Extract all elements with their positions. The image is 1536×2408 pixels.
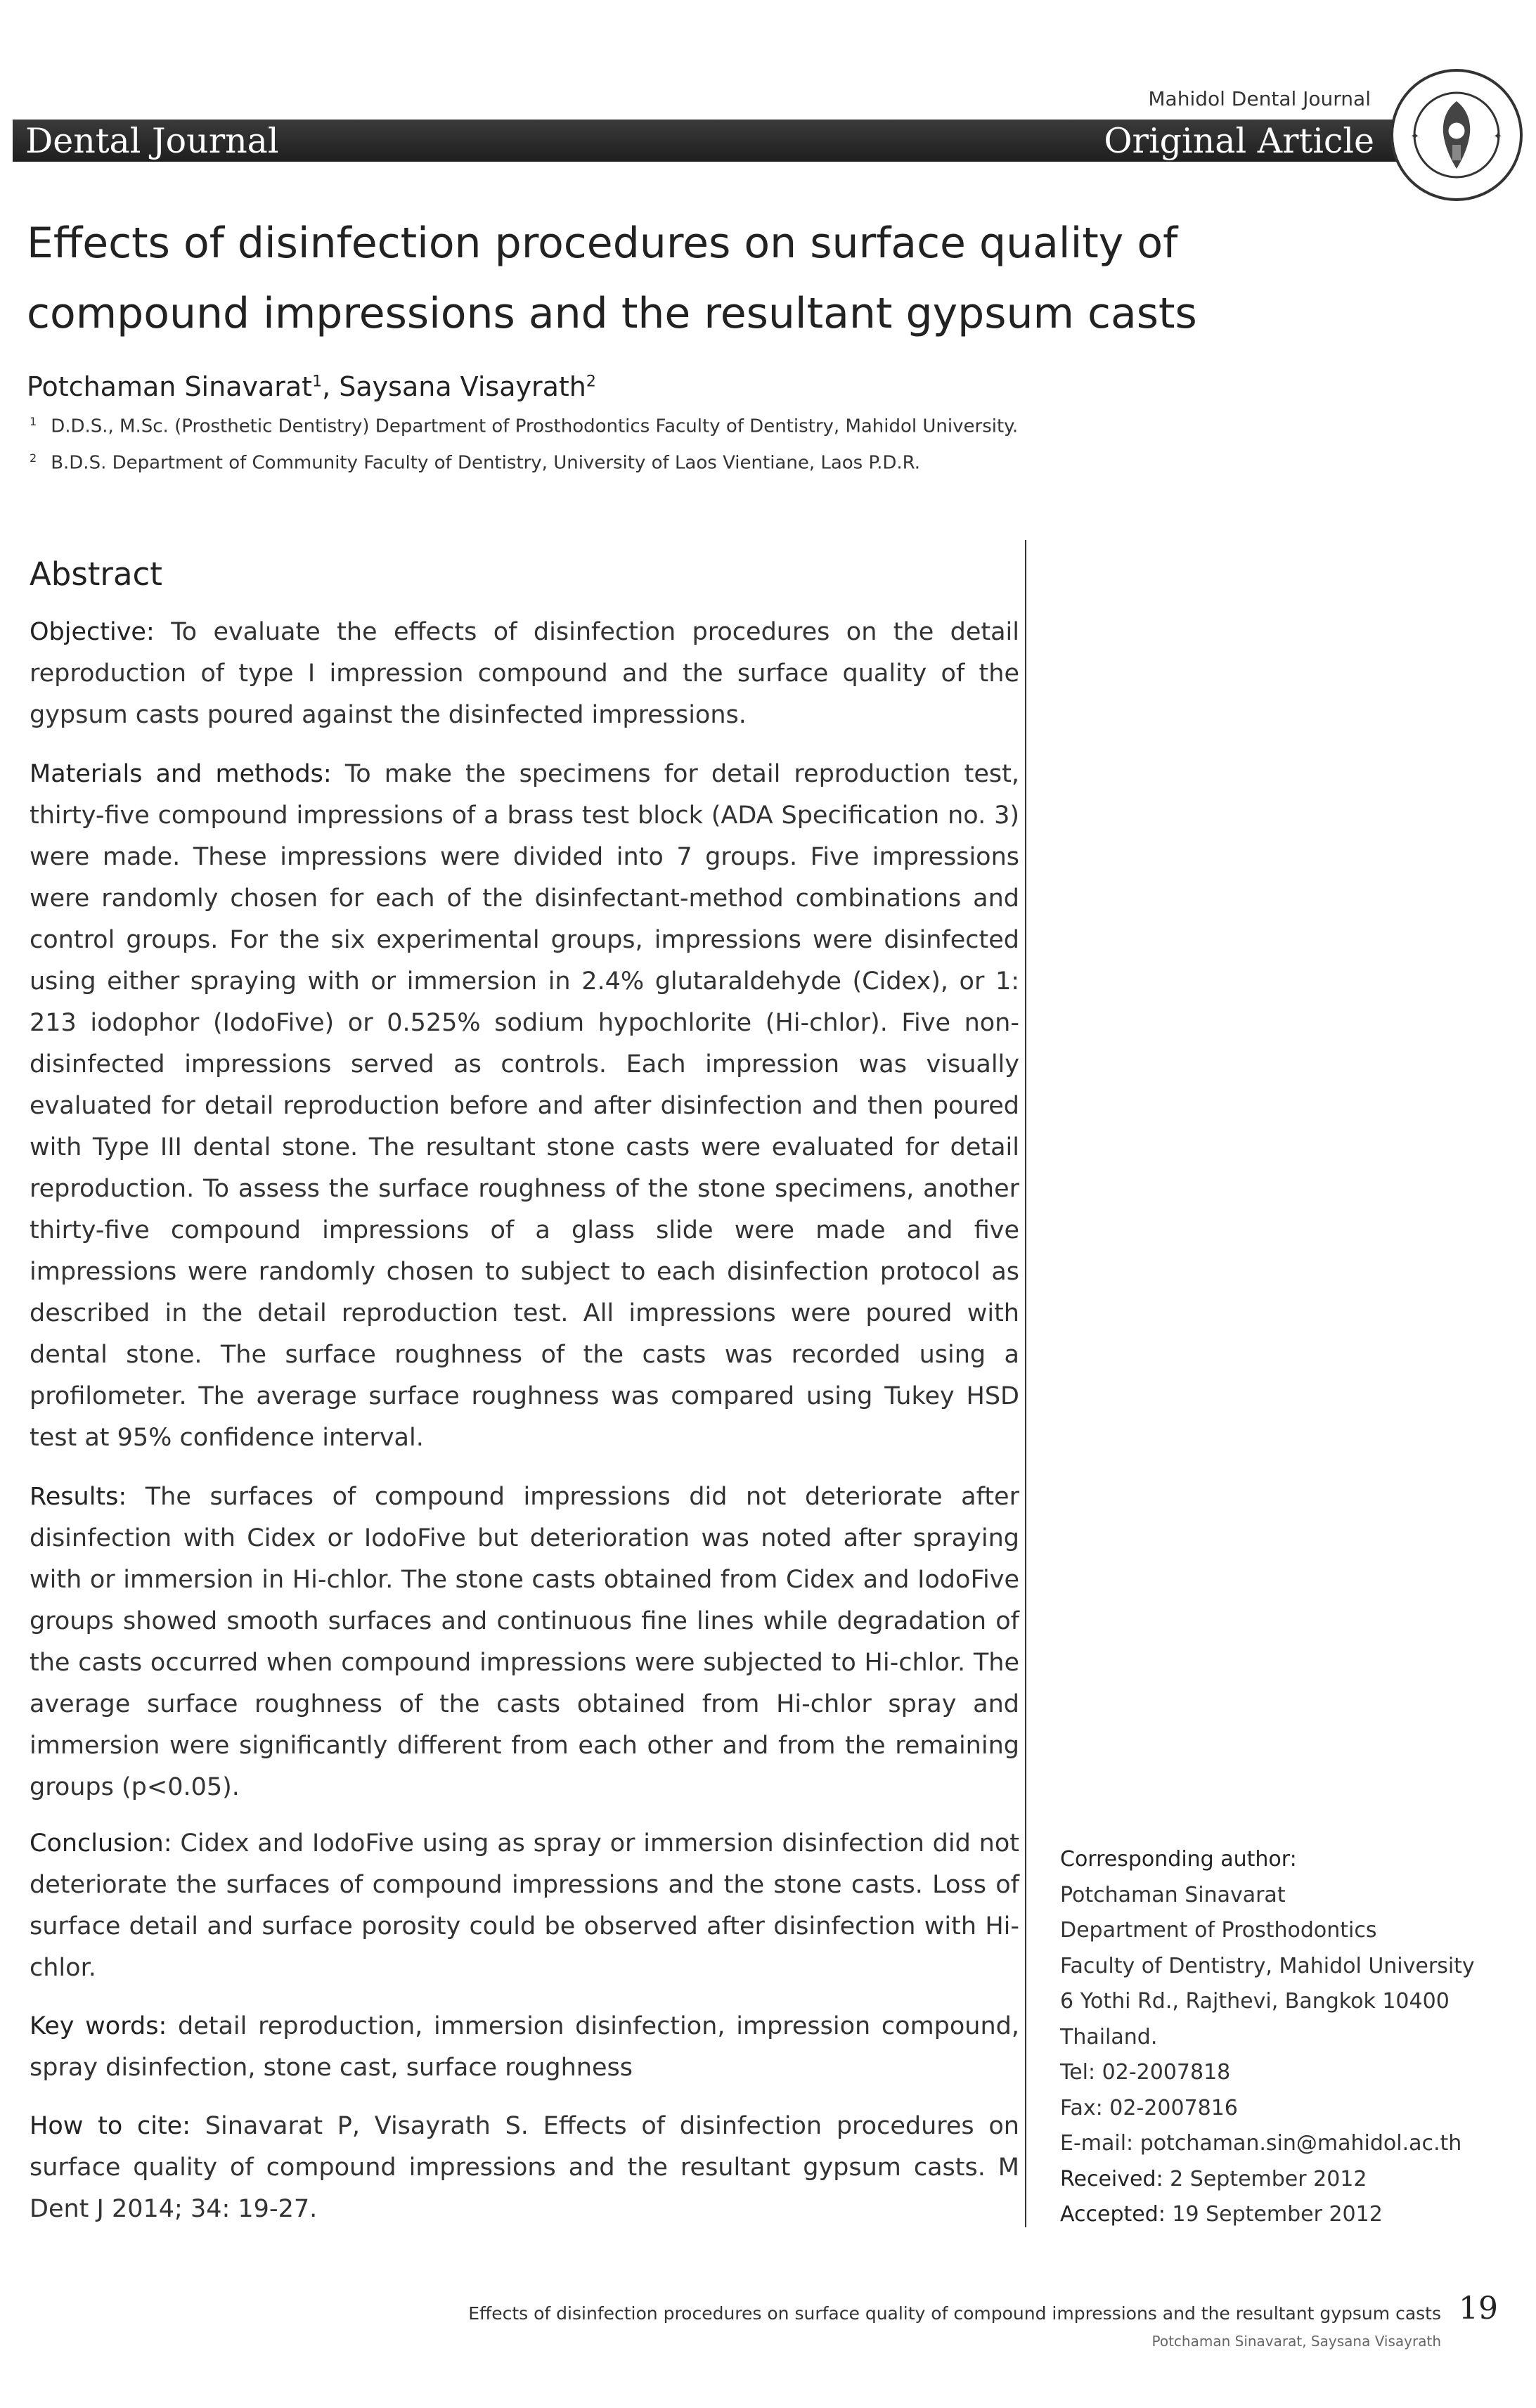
title-line-2: compound impressions and the resultant gypsum casts	[27, 289, 1197, 338]
methods-text: To make the specimens for detail reproduction test, thirty-five compound impressions of a brass test block (ADA Specification no. 3) were made. These impressions were divided into 7 groups. Five impressions were randomly chosen for each of the disinfectant-method combinations and control groups. For the six experimental groups, impressions were disinfected using either spraying with or immersion in 2.4% glutaraldehyde (Cidex), or 1: 213 iodophor (IodoFive) or 0.525% sodium hypochlorite (Hi-chlor). Five non-disinfected impressions served as controls. Each impression was visually evaluated for detail reproduction before and after disinfection and then poured with Type III dental stone. The resultant stone casts were evaluated for detail reproduction. To assess the surface roughness of the stone specimens, another thirty-five compound impressions of a glass slide were made and five impressions were randomly chosen to subject to each disinfection protocol as described in the detail reproduction test. All impressions were poured with dental stone. The surface roughness of the casts was recorded using a profilometer. The average surface roughness was compared using Tukey HSD test at 95% confidence interval.	[30, 760, 1019, 1452]
affiliation-2-text: B.D.S. Department of Community Faculty of Dentistry, University of Laos Vientiane, Laos P.D.R.	[51, 452, 921, 474]
affiliation-1	[30, 415, 1018, 437]
conclusion-label: Conclusion:	[30, 1829, 172, 1857]
author-1-sup: 1	[312, 373, 323, 391]
citation-paragraph	[30, 2106, 1019, 2230]
running-authors: Potchaman Sinavarat, Saysana Visayrath	[1151, 2333, 1441, 2350]
corresponding-author-box	[1060, 1842, 1510, 2233]
received-label: Received:	[1060, 2166, 1163, 2191]
corresponding-author-email: E-mail: potchaman.sin@mahidol.ac.th	[1060, 2131, 1462, 2156]
results-paragraph	[30, 1476, 1019, 1808]
section-label-left: Dental Journal	[25, 121, 279, 161]
objective-text: To evaluate the effects of disinfection procedures on the detail reproduction of type I impression compound and the surface quality of the gypsum casts poured against the disinfected impressions.	[30, 618, 1019, 729]
objective-label: Objective:	[30, 618, 155, 646]
svg-text:✦: ✦	[1493, 129, 1503, 143]
abstract-heading: Abstract	[30, 555, 162, 593]
methods-label: Materials and methods:	[30, 760, 332, 788]
keywords-label: Key words:	[30, 2012, 167, 2040]
corresponding-author-dept: Department of Prosthodontics	[1060, 1918, 1377, 1943]
accepted-label: Accepted:	[1060, 2202, 1166, 2227]
keywords-text: detail reproduction, immersion disinfection, impression compound, spray disinfection, stone cast, surface roughness	[30, 2012, 1019, 2082]
author-list: Potchaman Sinavarat$^1$, Saysana Visayrath$^2$	[27, 371, 596, 402]
university-seal-logo	[1386, 65, 1527, 205]
corresponding-author-faculty: Faculty of Dentistry, Mahidol University	[1060, 1953, 1475, 1978]
citation-label: How to cite:	[30, 2112, 191, 2140]
results-text: The surfaces of compound impressions did not deteriorate after disinfection with Cidex or IodoFive but deterioration was noted after spraying with or immersion in Hi-chlor. The stone casts obtained from Cidex and IodoFive groups showed smooth surfaces and continuous fine lines while degradation of the casts occurred when compound impressions were subjected to Hi-chlor. The average surface roughness of the casts obtained from Hi-chlor spray and immersion were significantly different from each other and from the remaining groups (p<0.05).	[30, 1483, 1019, 1801]
page-number: 19	[1459, 2291, 1498, 2326]
article-title	[27, 208, 1433, 349]
affiliation-2-sup: 2	[30, 451, 37, 465]
title-line-1: Effects of disinfection procedures on surface quality of	[27, 219, 1178, 268]
affiliation-2	[30, 451, 920, 474]
author-2-sup: 2	[586, 373, 596, 391]
received-date-line	[1060, 2162, 1510, 2198]
corresponding-author-fax: Fax: 02-2007816	[1060, 2095, 1238, 2120]
affiliation-1-sup: 1	[30, 415, 37, 428]
section-label-right: Original Article	[1104, 121, 1374, 161]
accepted-date: 19 September 2012	[1172, 2202, 1383, 2227]
author-1: Potchaman Sinavarat	[27, 371, 313, 402]
corresponding-author-address: 6 Yothi Rd., Rajthevi, Bangkok 10400	[1060, 1989, 1450, 2014]
conclusion-paragraph	[30, 1823, 1019, 1989]
results-label: Results:	[30, 1483, 127, 1511]
corresponding-author-name: Potchaman Sinavarat	[1060, 1882, 1286, 1907]
column-divider	[1025, 540, 1026, 2227]
citation-text: Sinavarat P, Visayrath S. Effects of disinfection procedures on surface quality of compound impressions and the resultant gypsum casts. M Dent J 2014; 34: 19-27.	[30, 2112, 1019, 2223]
running-title: Effects of disinfection procedures on surface quality of compound impressions and the resultant gypsum casts	[468, 2303, 1441, 2324]
methods-paragraph	[30, 754, 1019, 1459]
keywords-paragraph	[30, 2006, 1019, 2089]
received-date: 2 September 2012	[1170, 2166, 1367, 2191]
journal-name: Mahidol Dental Journal	[1148, 87, 1371, 110]
corresponding-author-tel: Tel: 02-2007818	[1060, 2060, 1231, 2085]
accepted-date-line	[1060, 2197, 1510, 2233]
affiliation-1-text: D.D.S., M.Sc. (Prosthetic Dentistry) Department of Prosthodontics Faculty of Dentistry, Mahidol University.	[51, 416, 1019, 437]
conclusion-text: Cidex and IodoFive using as spray or immersion disinfection did not deteriorate the surfaces of compound impressions and the stone casts. Loss of surface detail and surface porosity could be observed after disinfection with Hi-chlor.	[30, 1829, 1019, 1982]
svg-text:✦: ✦	[1410, 129, 1420, 143]
author-2: Saysana Visayrath	[339, 371, 586, 402]
corresponding-author-country: Thailand.	[1060, 2024, 1158, 2049]
corresponding-author-label: Corresponding author:	[1060, 1847, 1297, 1872]
objective-paragraph	[30, 612, 1019, 736]
